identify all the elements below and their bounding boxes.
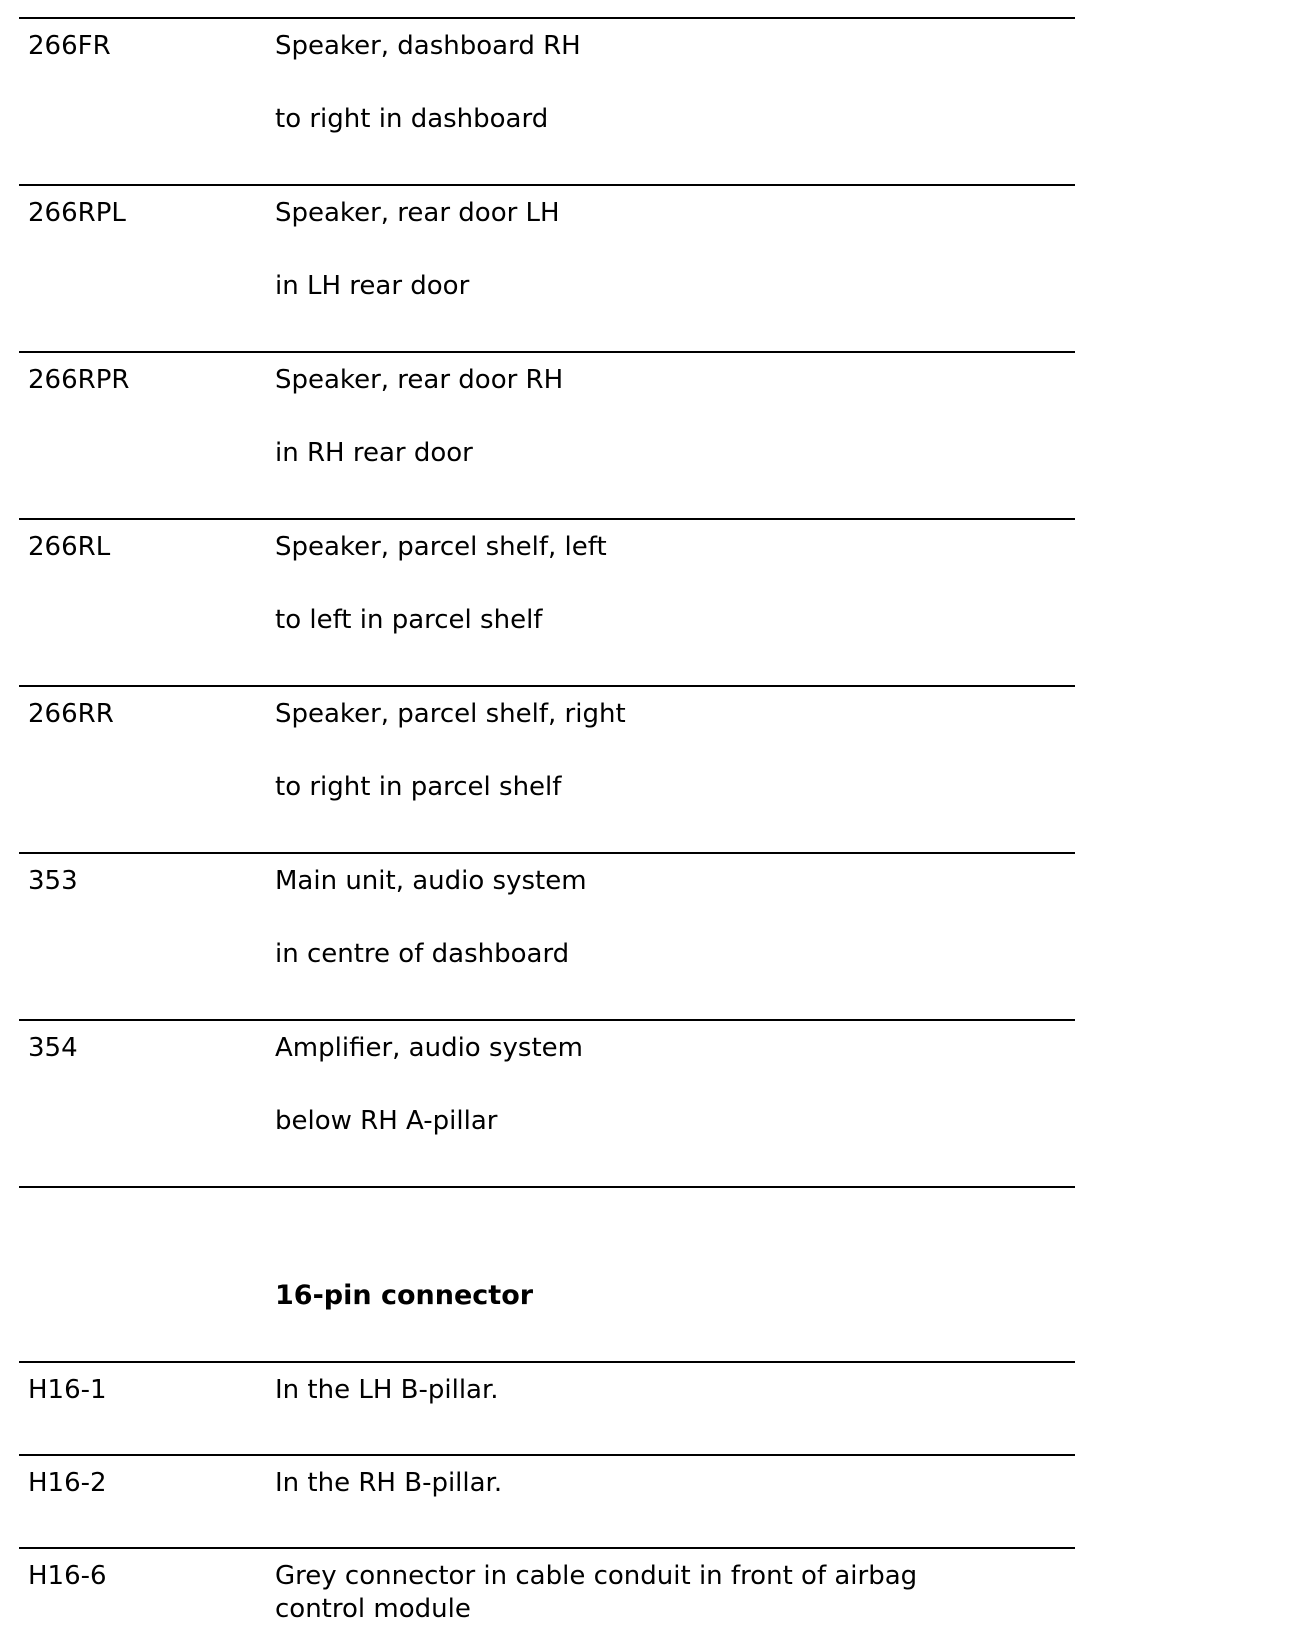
component-name: Speaker, rear door RH	[275, 365, 564, 395]
component-code: 353	[28, 866, 78, 896]
row-divider	[19, 184, 1075, 186]
component-location: to right in parcel shelf	[275, 772, 562, 802]
section-heading: 16-pin connector	[275, 1280, 534, 1311]
component-location: in RH rear door	[275, 438, 473, 468]
connector-location: In the LH B-pillar.	[275, 1375, 499, 1405]
component-code: 266FR	[28, 31, 111, 61]
connector-code: H16-2	[28, 1468, 107, 1498]
component-name: Amplifier, audio system	[275, 1033, 583, 1063]
row-divider	[19, 1547, 1075, 1549]
component-location: below RH A-pillar	[275, 1106, 498, 1136]
connector-location: In the RH B-pillar.	[275, 1468, 503, 1498]
component-name: Main unit, audio system	[275, 866, 587, 896]
component-name: Speaker, parcel shelf, left	[275, 532, 607, 562]
component-name: Speaker, rear door LH	[275, 198, 560, 228]
component-location: in centre of dashboard	[275, 939, 570, 969]
row-divider	[19, 685, 1075, 687]
row-divider	[19, 1454, 1075, 1456]
row-divider	[19, 351, 1075, 353]
component-code: 266RPL	[28, 198, 126, 228]
row-divider	[19, 17, 1075, 19]
component-code: 266RPR	[28, 365, 130, 395]
component-location: to right in dashboard	[275, 104, 549, 134]
row-divider	[19, 518, 1075, 520]
component-location: to left in parcel shelf	[275, 605, 543, 635]
row-divider	[19, 1361, 1075, 1363]
component-name: Speaker, parcel shelf, right	[275, 699, 626, 729]
component-location: in LH rear door	[275, 271, 470, 301]
row-divider	[19, 852, 1075, 854]
connector-code: H16-6	[28, 1561, 107, 1591]
component-name: Speaker, dashboard RH	[275, 31, 581, 61]
connector-code: H16-1	[28, 1375, 107, 1405]
component-code: 266RR	[28, 699, 114, 729]
component-code: 354	[28, 1033, 78, 1063]
connector-location: Grey connector in cable conduit in front of airbag control module	[275, 1561, 918, 1624]
component-code: 266RL	[28, 532, 111, 562]
row-divider	[19, 1019, 1075, 1021]
row-divider	[19, 1186, 1075, 1188]
